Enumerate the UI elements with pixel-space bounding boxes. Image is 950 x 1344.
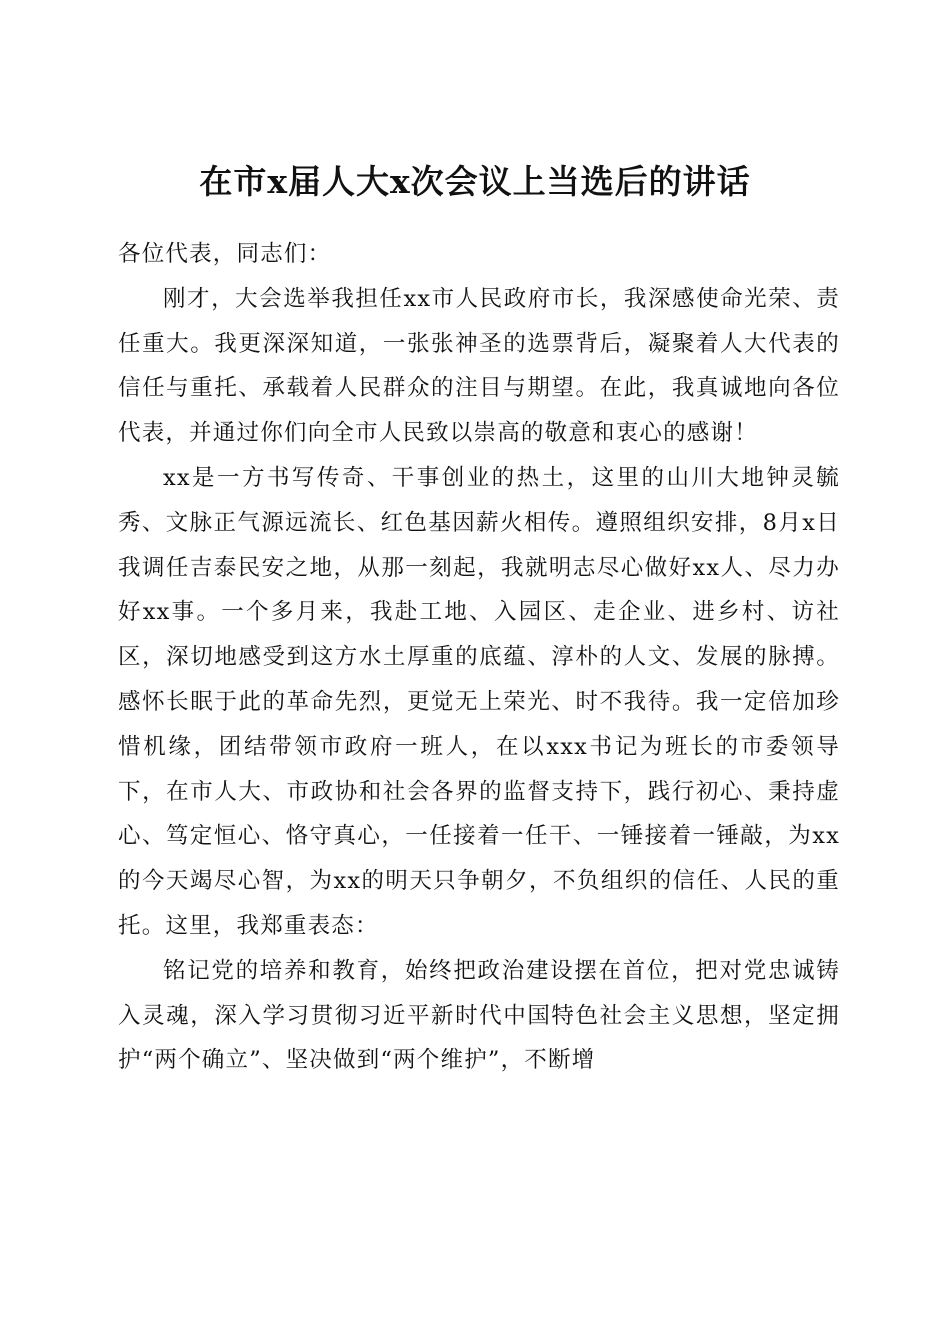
paragraph-3: 铭记党的培养和教育，始终把政治建设摆在首位，把对党忠诚铸入灵魂，深入学习贯彻习近平新时代中国特色社会主义思想，坚定拥护“两个确立”、坚决做到“两个维护”，不断增: [118, 957, 840, 1074]
paragraph-2: xx是一方书写传奇、干事创业的热土，这里的山川大地钟灵毓秀、文脉正气源远流长、红色基因薪火相传。遵照组织安排，8月x日我调任吉泰民安之地，从那一刻起，我就明志尽心做好xx人、尽力办好xx事。一个多月来，我赴工地、入园区、走企业、进乡村、访社区，深切地感受到这方水土厚重的底蕴、淳朴的人文、发展的脉搏。感怀长眠于此的革命先烈，更觉无上荣光、时不我待。我一定倍加珍惜机缘，团结带领市政府一班人，在以xxx书记为班长的市委领导下，在市人大、市政协和社会各界的监督支持下，践行初心、秉持虚心、笃定恒心、恪守真心，一任接着一任干、一锤接着一锤敲，为xx的今天竭尽心智，为xx的明天只争朝夕，不负组织的信任、人民的重托。这里，我郑重表态：: [118, 464, 840, 939]
document-body: [118, 232, 840, 1083]
salutation: 各位代表，同志们：: [118, 241, 332, 267]
document-title: 在市x届人大x次会议上当选后的讲话: [199, 162, 751, 202]
paragraph-1: 刚才，大会选举我担任xx市人民政府市长，我深感使命光荣、责任重大。我更深深知道，一张张神圣的选票背后，凝聚着人大代表的信任与重托、承载着人民群众的注目与期望。在此，我真诚地向各位代表，并通过你们向全市人民致以崇高的敬意和衷心的感谢！: [118, 285, 840, 447]
